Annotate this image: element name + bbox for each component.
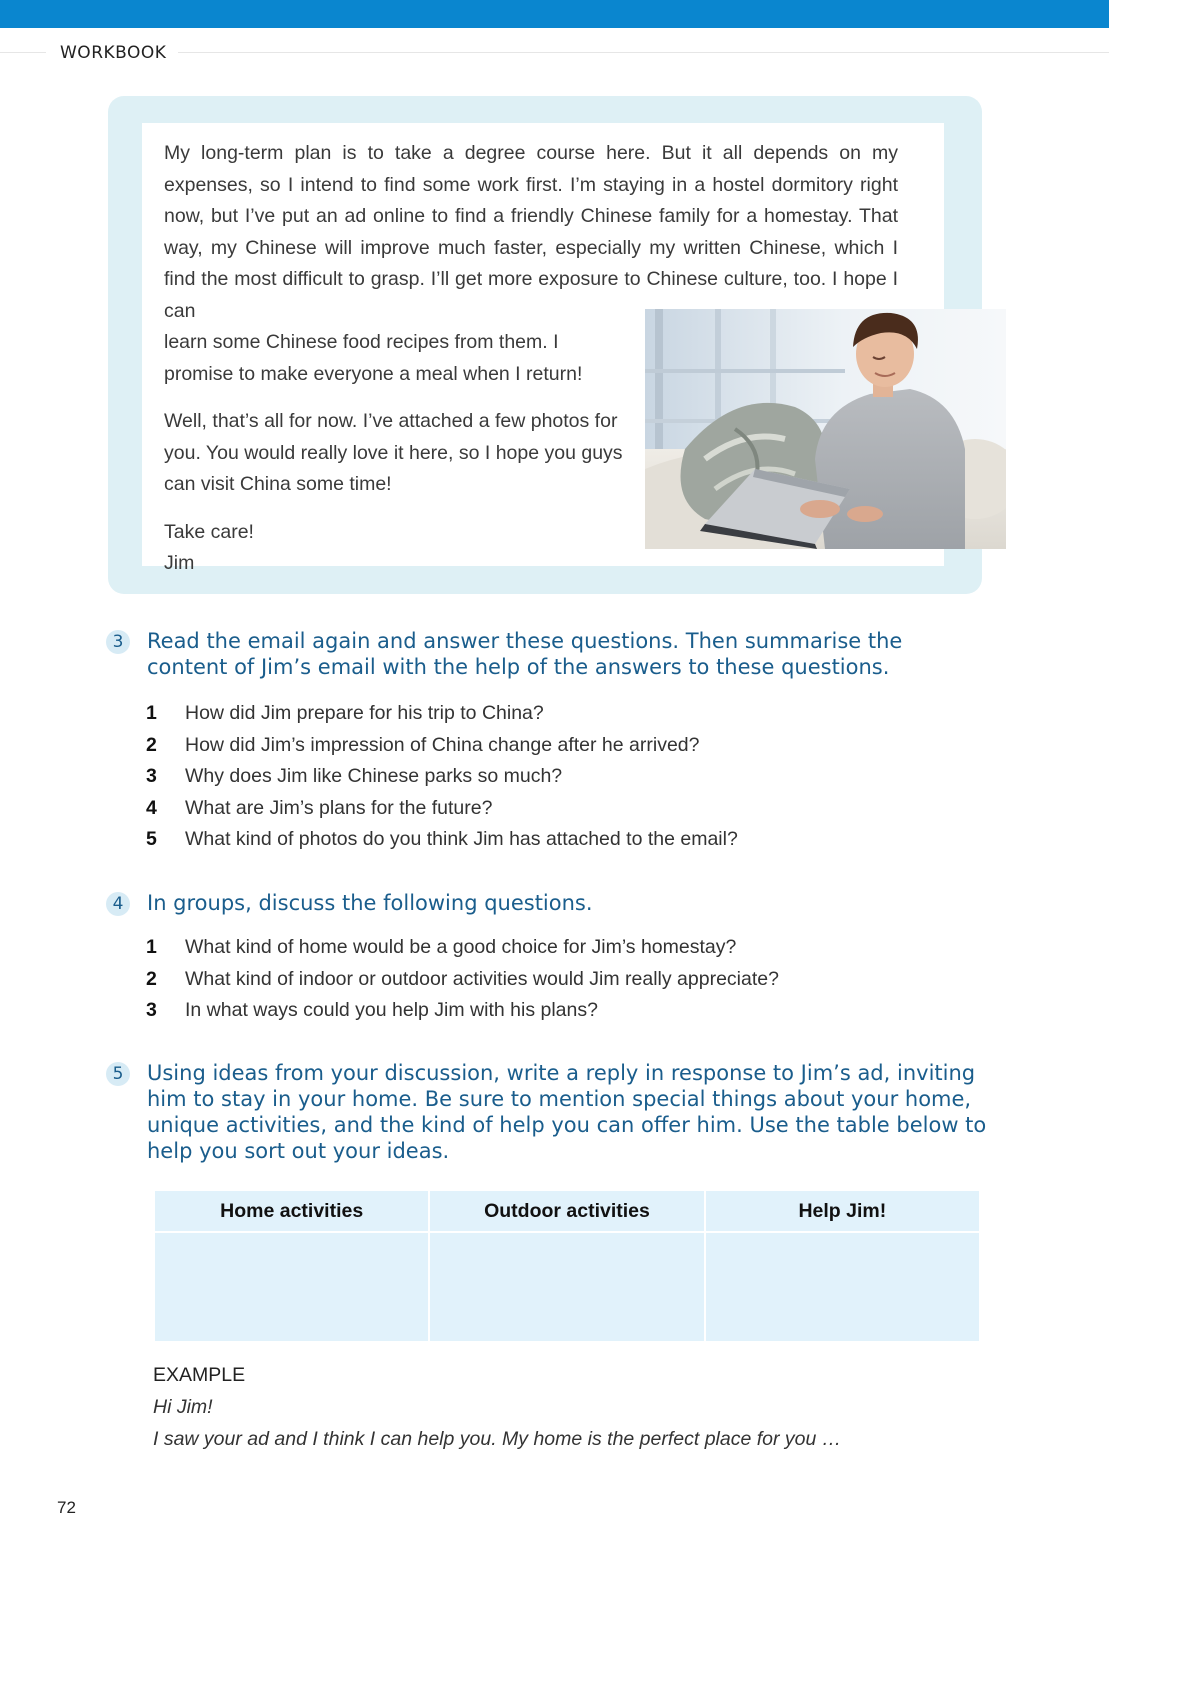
question-number: 1 [146, 702, 157, 724]
task-instruction: Using ideas from your discussion, write a reply in response to Jim’s ad, inviting him to stay in your home. Be sure to mention special things about your home, unique activities, and the kind of help you can offer him. Use the table below to help you sort out your ideas. [147, 1061, 987, 1163]
task-instruction: Read the email again and answer these questions. Then summarise the content of Jim’s email with the help of the answers to these questions. [147, 629, 903, 679]
question-text: How did Jim prepare for his trip to China? [185, 702, 544, 724]
list-item [146, 995, 779, 1027]
list-item [146, 964, 779, 996]
example-greeting: Hi Jim! [153, 1396, 213, 1418]
list-item [146, 793, 738, 825]
question-number: 5 [146, 828, 157, 850]
question-number: 3 [146, 765, 157, 787]
ideas-planning-table [153, 1189, 981, 1343]
page-number: 72 [57, 1498, 76, 1517]
question-text: Why does Jim like Chinese parks so much? [185, 765, 563, 787]
blank-answer-cell [705, 1232, 980, 1342]
task-number-badge: 4 [106, 892, 130, 916]
question-text: How did Jim’s impression of China change after he arrived? [185, 733, 700, 756]
question-number: 3 [146, 999, 157, 1021]
question-number: 2 [146, 733, 157, 756]
example-label: EXAMPLE [153, 1364, 246, 1386]
column-header-home-activities: Home activities [154, 1190, 429, 1232]
letter-signature: Jim [164, 552, 195, 574]
blank-answer-cell [154, 1232, 429, 1342]
list-item [146, 730, 738, 762]
letter-signoff: Take care! [164, 520, 254, 543]
list-item [146, 761, 738, 793]
letter-paragraph-2: Well, that’s all for now. I’ve attached a few photos for you. You would really love it here, so I hope you guys can visit China some time! [164, 410, 623, 495]
list-item [146, 824, 738, 856]
blank-answer-cell [429, 1232, 704, 1342]
top-color-bar [0, 0, 1109, 28]
question-text: What kind of photos do you think Jim has attached to the email? [185, 828, 738, 850]
question-text: What kind of home would be a good choice for Jim’s homestay? [185, 936, 737, 958]
question-number: 1 [146, 936, 157, 958]
header-rule-right [178, 52, 1109, 53]
table-row [154, 1232, 980, 1342]
running-header: WORKBOOK [60, 43, 167, 63]
question-text: What are Jim’s plans for the future? [185, 796, 493, 819]
question-text: What kind of indoor or outdoor activities would Jim really appreciate? [185, 967, 779, 990]
task-instruction: In groups, discuss the following questions. [147, 891, 593, 915]
header-rule-left [0, 52, 46, 53]
column-header-outdoor-activities: Outdoor activities [429, 1190, 704, 1232]
list-item [146, 698, 738, 730]
photo-man-with-laptop [645, 309, 1006, 549]
question-number: 4 [146, 796, 157, 819]
letter-paragraph-1: My long-term plan is to take a degree course here. But it all depends on my expenses, so I intend to find some work first. I’m staying in a hostel dormitory right now, but I’ve put an ad online to find a friendly Chinese family for a homestay. That way, my Chinese will improve much faster, especially my written Chinese, which I find the most difficult to grasp. I’ll get more exposure to Chinese culture, too. I hope I can [164, 142, 898, 322]
list-item [146, 932, 779, 964]
example-sentence: I saw your ad and I think I can help you. My home is the perfect place for you … [153, 1428, 842, 1450]
question-text: In what ways could you help Jim with his plans? [185, 999, 598, 1021]
task-4-question-list [146, 932, 779, 1027]
question-number: 2 [146, 967, 157, 990]
letter-paragraph-1-continued: learn some Chinese food recipes from them. I promise to make everyone a meal when I return! [164, 331, 583, 385]
task-number-badge: 3 [106, 630, 130, 654]
task-3-question-list [146, 698, 738, 856]
task-number-badge: 5 [106, 1062, 130, 1086]
table-header-row [154, 1190, 980, 1232]
column-header-help-jim: Help Jim! [705, 1190, 980, 1232]
